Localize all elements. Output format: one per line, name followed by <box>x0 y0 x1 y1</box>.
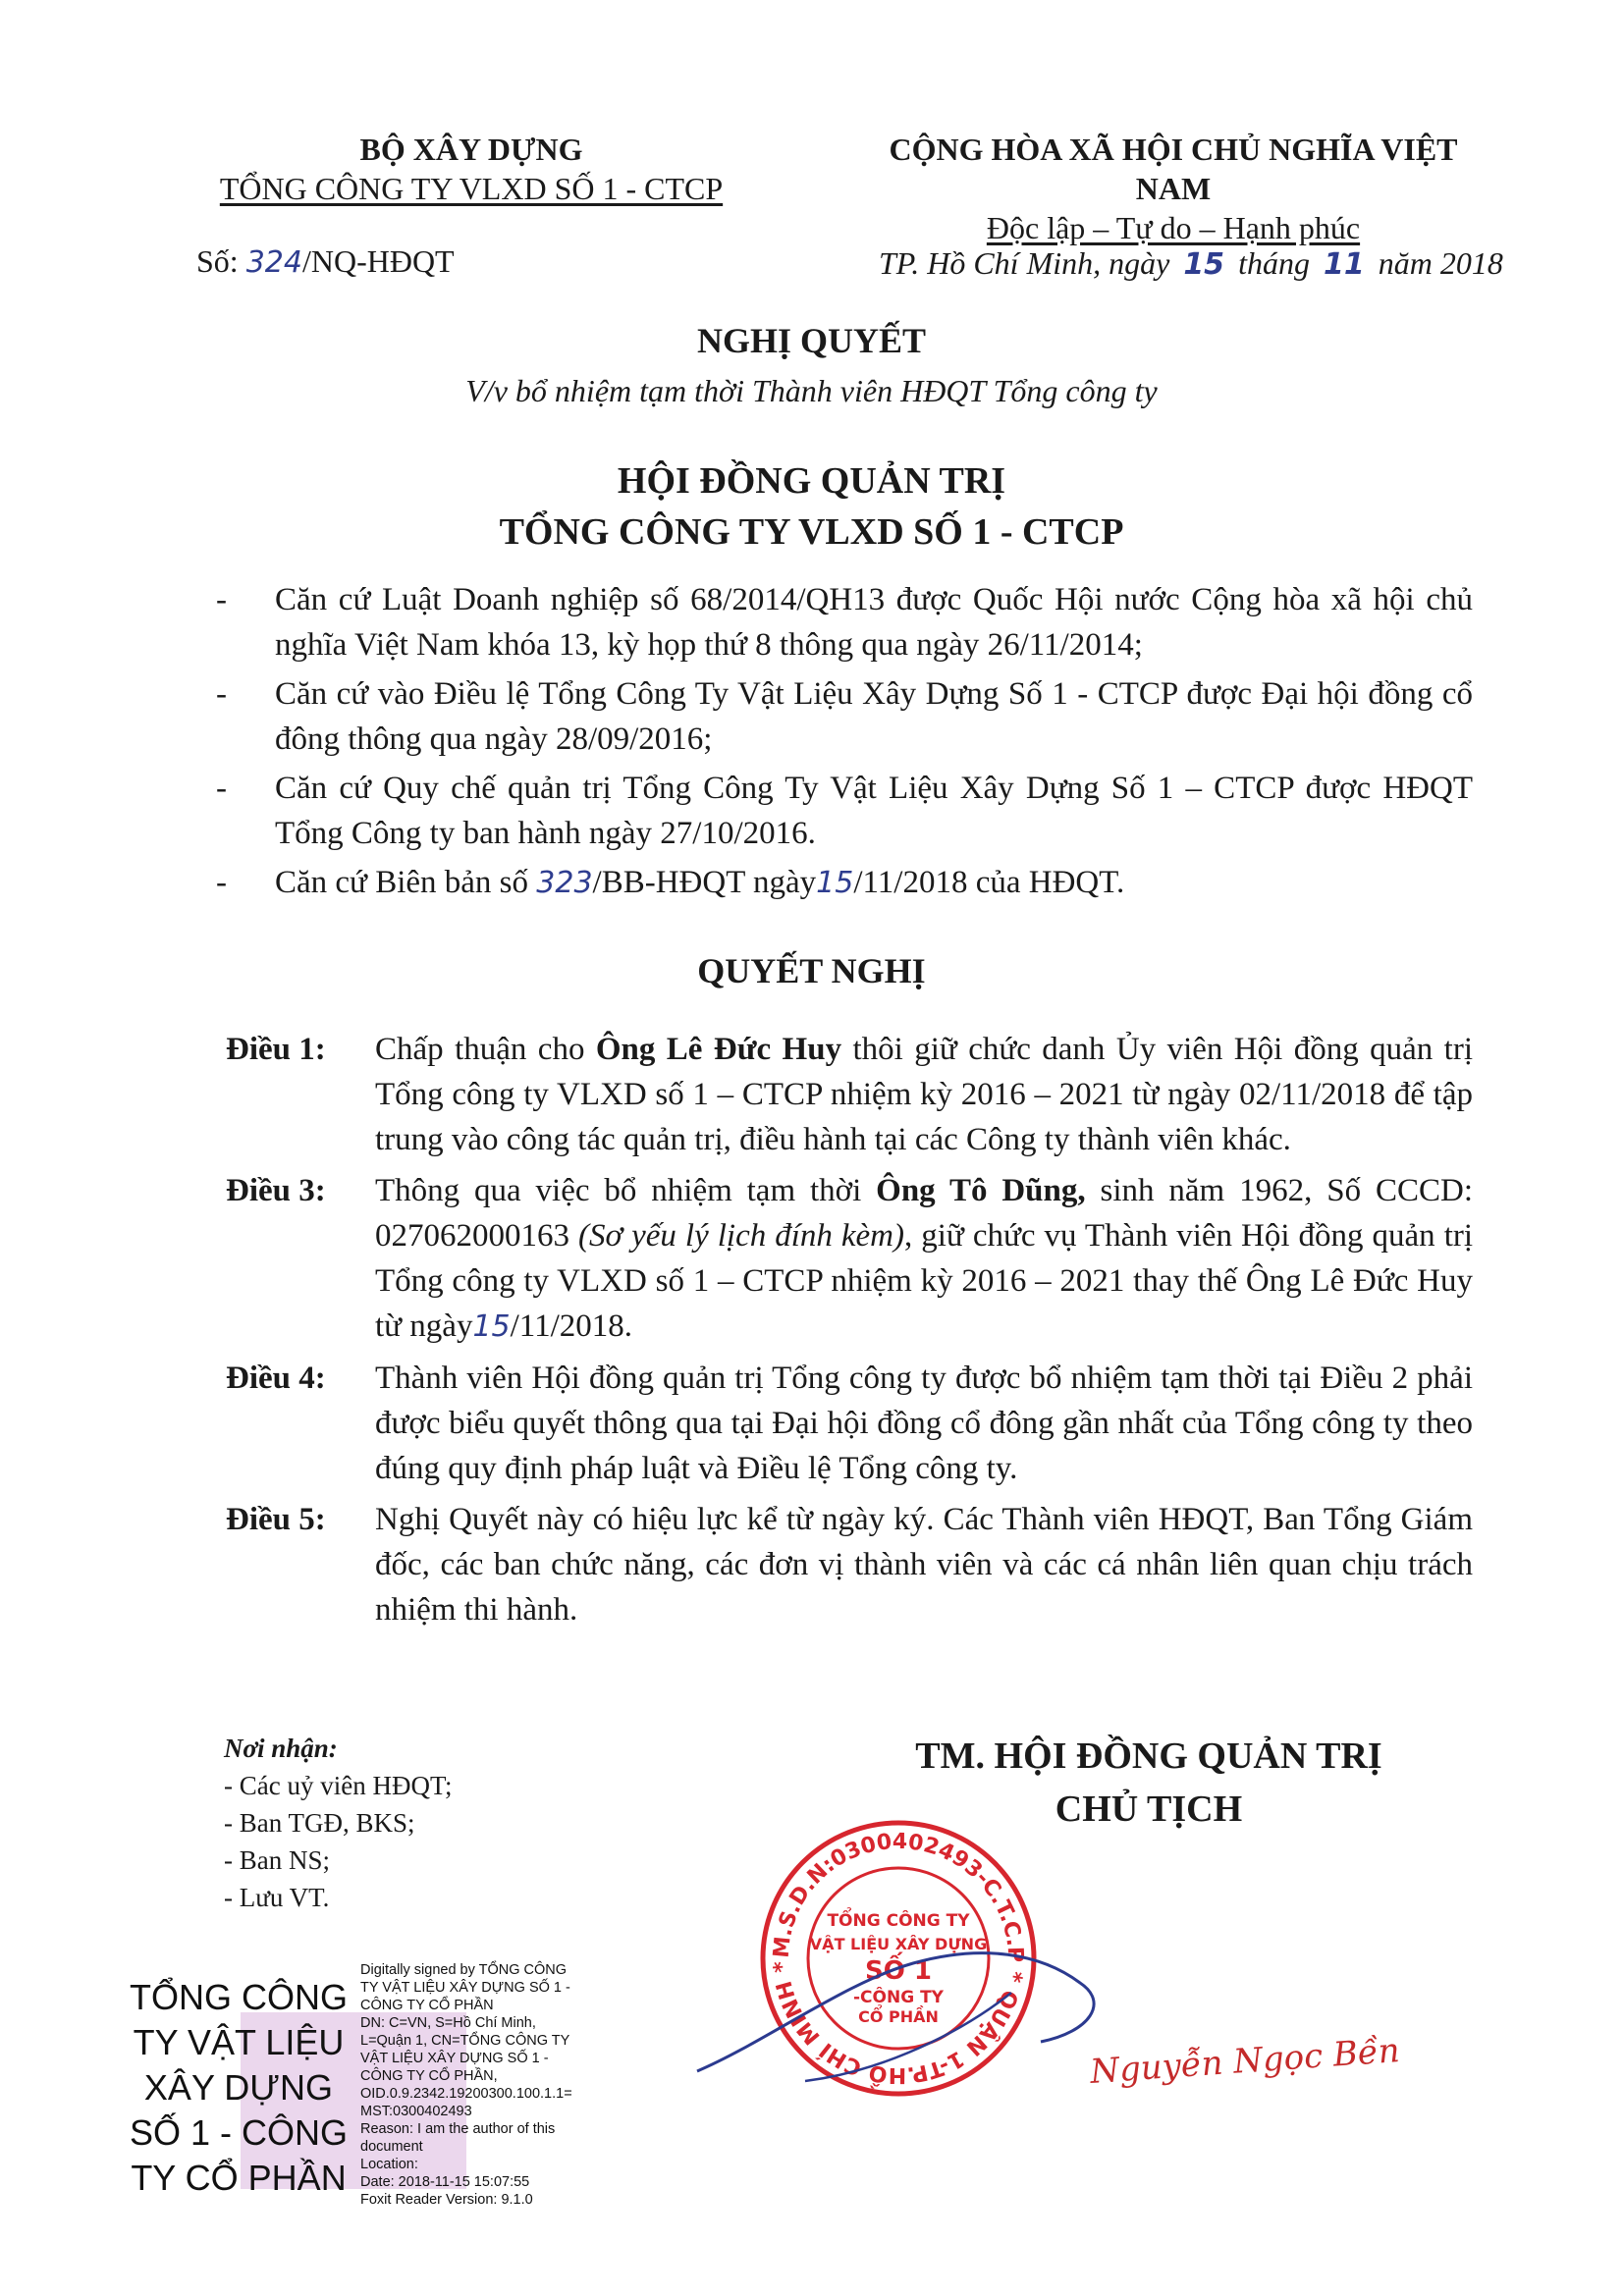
stamp-line-5: CỔ PHẦN <box>858 2007 939 2026</box>
legal-basis-text: Căn cứ Quy chế quản trị Tổng Công Ty Vật Liệu Xây Dựng Số 1 – CTCP được HĐQT Tổng Công ty ban hành ngày 27/10/2016. <box>275 771 1473 851</box>
article-4 <box>226 1356 1473 1491</box>
stamp-line-4: -CÔNG TY <box>853 1988 944 2007</box>
article-text: , giữ chức vụ Thành viên Hội đồng quản trị Tổng công ty VLXD số 1 – CTCP nhiệm kỳ 2016 – 2021 thay thế Ông Lê Đức Huy từ ngày <box>375 1218 1474 1344</box>
signer-name-line: TỔNG CÔNG <box>130 1977 348 2017</box>
article-label: Điều 5: <box>226 1502 326 1537</box>
document-type: NGHỊ QUYẾT <box>696 321 927 360</box>
article-text: Chấp thuận cho <box>375 1032 596 1067</box>
document-date <box>879 245 1503 282</box>
article-text: thôi giữ chức danh Ủy viên Hội đồng quản trị Tổng công ty VLXD số 1 – CTCP nhiệm kỳ 2016 – 2021 từ ngày 02/11/2018 để tập trung vào công tác quản trị, điều hành tại các Công ty thành viên khác. <box>375 1032 1474 1157</box>
signature-detail-line: OID.0.9.2342.19200300.100.1.1= <box>360 2086 572 2102</box>
signer-name-line: TY VẬT LIỆU <box>133 2022 345 2062</box>
issuer-line-1: HỘI ĐỒNG QUẢN TRỊ <box>617 460 1006 502</box>
signature-detail-line: TY VẬT LIỆU XÂY DỰNG SỐ 1 - <box>360 1980 570 1996</box>
date-month-label: tháng <box>1238 245 1310 281</box>
signature-detail-line: DN: C=VN, S=Hồ Chí Minh, <box>360 2015 536 2031</box>
signature-detail-line: Date: 2018-11-15 15:07:55 <box>360 2174 530 2190</box>
handwritten-minutes-day: 15 <box>816 866 854 900</box>
stamp-line-3: SỐ 1 <box>865 1956 932 1986</box>
handwritten-number: 324 <box>245 245 302 280</box>
person-name: Ông Tô Dũng, <box>876 1173 1086 1208</box>
legal-basis-text: Căn cứ vào Điều lệ Tổng Công Ty Vật Liệu Xây Dựng Số 1 - CTCP được Đại hội đồng cổ đông thông qua ngày 28/09/2016; <box>275 676 1473 757</box>
article-body: Thành viên Hội đồng quản trị Tổng công ty được bổ nhiệm tạm thời tại Điều 2 phải được biểu quyết thông qua tại Đại hội đồng cổ đông gần nhất của Tổng công ty theo đúng quy định pháp luật và Điều lệ Tổng công ty. <box>375 1361 1473 1486</box>
document-subject: V/v bổ nhiệm tạm thời Thành viên HĐQT Tổng công ty <box>465 373 1158 408</box>
signatory-line-2: CHỦ TỊCH <box>1055 1789 1243 1830</box>
bullet-dash: - <box>216 582 227 617</box>
legal-basis-item <box>216 860 1473 906</box>
article-1 <box>226 1027 1473 1162</box>
article-text: Thông qua việc bổ nhiệm tạm thời <box>375 1173 877 1208</box>
issuer-line-2: TỔNG CÔNG TY VLXD SỐ 1 - CTCP <box>499 511 1124 553</box>
digital-signature-details <box>360 1961 616 2209</box>
article-text: /11/2018. <box>510 1308 633 1344</box>
digital-signer-name <box>116 1975 361 2201</box>
bullet-dash: - <box>216 771 227 806</box>
date-prefix: TP. Hồ Chí Minh, ngày <box>879 245 1170 281</box>
signer-name-line: SỐ 1 - CÔNG <box>129 2112 349 2153</box>
stamp-line-2: VẬT LIỆU XÂY DỰNG <box>809 1935 988 1953</box>
article-label: Điều 1: <box>226 1032 326 1067</box>
stamp-outer-text: M.S.D.N:0300402493-C.T.C.P * QUẬN 1-TP.HỒ CHÍ MINH * <box>769 1829 1028 2088</box>
recipient-item: - Các uỷ viên HĐQT; <box>224 1771 453 1800</box>
legal-basis-item <box>216 577 1473 667</box>
signature-detail-line: CÔNG TY CỔ PHẦN <box>360 1998 494 2013</box>
handwritten-day: 15 <box>472 1309 511 1344</box>
legal-basis-item <box>216 766 1473 856</box>
recipients-heading: Nơi nhận: <box>224 1734 338 1763</box>
bullet-dash: - <box>216 676 227 712</box>
signer-name-line: TY CỔ PHẦN <box>131 2158 347 2198</box>
signer-name-handwritten: Nguyễn Ngọc Bền <box>1088 2031 1401 2092</box>
legal-basis-text: /BB-HĐQT ngày <box>592 865 817 900</box>
handwritten-minutes-number: 323 <box>536 866 593 900</box>
company-name: TỔNG CÔNG TY VLXD SỐ 1 - CTCP <box>219 171 724 206</box>
article-label: Điều 4: <box>226 1361 326 1396</box>
articles <box>226 1027 1473 1638</box>
number-suffix: /NQ-HĐQT <box>301 243 455 279</box>
recipients-list <box>224 1730 452 1916</box>
legal-basis-text: Căn cứ Biên bản số <box>275 865 537 900</box>
signature-detail-line: VẬT LIỆU XÂY DỰNG SỐ 1 - <box>360 2051 549 2066</box>
number-prefix: Số: <box>196 243 246 279</box>
national-header <box>849 130 1497 247</box>
document-number <box>196 243 455 280</box>
signature-detail-line: Location: <box>360 2157 418 2172</box>
bullet-dash: - <box>216 865 227 900</box>
article-5 <box>226 1497 1473 1632</box>
issuer-header <box>196 130 746 208</box>
signature-detail-line: L=Quận 1, CN=TỔNG CÔNG TY <box>360 2033 570 2049</box>
article-3 <box>226 1168 1473 1350</box>
legal-basis-item <box>216 671 1473 762</box>
signature-detail-line: document <box>360 2139 423 2155</box>
recipient-item: - Lưu VT. <box>224 1883 330 1912</box>
signature-detail-line: CÔNG TY CỔ PHẦN, <box>360 2068 498 2084</box>
legal-bases <box>216 577 1473 910</box>
issuing-body <box>0 455 1623 558</box>
stamp-line-1: TỔNG CÔNG TY <box>827 1911 970 1931</box>
legal-basis-text: /11/2018 của HĐQT. <box>853 865 1125 900</box>
resolution-heading: QUYẾT NGHỊ <box>697 951 926 990</box>
article-label: Điều 3: <box>226 1173 326 1208</box>
article-body: Nghị Quyết này có hiệu lực kể từ ngày ký. Các Thành viên HĐQT, Ban Tổng Giám đốc, các ban chức năng, các đơn vị thành viên và các cá nhân liên quan chịu trách nhiệm thi hành. <box>375 1502 1473 1628</box>
date-year: năm 2018 <box>1378 245 1503 281</box>
article-body <box>375 1027 1473 1162</box>
signer-name-line: XÂY DỰNG <box>143 2067 334 2108</box>
nation-name: CỘNG HÒA XÃ HỘI CHỦ NGHĨA VIỆT NAM <box>889 132 1458 206</box>
signature-detail-line: Foxit Reader Version: 9.1.0 <box>360 2192 533 2208</box>
recipient-item: - Ban NS; <box>224 1845 330 1875</box>
date-month: 11 <box>1323 247 1365 282</box>
signatory-line-1: TM. HỘI ĐỒNG QUẢN TRỊ <box>915 1735 1382 1777</box>
article-text: sinh năm 1962, Số CCCD: 027062000163 <box>375 1173 1473 1254</box>
signature-strokes <box>687 1924 1149 2101</box>
person-name: Ông Lê Đức Huy <box>595 1032 842 1067</box>
signature-detail-line: Digitally signed by TỔNG CÔNG <box>360 1962 568 1978</box>
signature-detail-line: MST:0300402493 <box>360 2104 472 2119</box>
national-motto: Độc lập – Tự do – Hạnh phúc <box>986 210 1361 245</box>
date-day: 15 <box>1183 247 1225 282</box>
signature-detail-line: Reason: I am the author of this <box>360 2121 556 2137</box>
attachment-note: (Sơ yếu lý lịch đính kèm) <box>578 1218 905 1254</box>
article-body <box>375 1168 1473 1350</box>
recipient-item: - Ban TGĐ, BKS; <box>224 1808 415 1838</box>
legal-basis-text: Căn cứ Luật Doanh nghiệp số 68/2014/QH13 được Quốc Hội nước Cộng hòa xã hội chủ nghĩa Việt Nam khóa 13, kỳ họp thứ 8 thông qua ngày 26/11/2014; <box>275 582 1473 663</box>
ministry-name: BỘ XÂY DỰNG <box>359 132 583 167</box>
